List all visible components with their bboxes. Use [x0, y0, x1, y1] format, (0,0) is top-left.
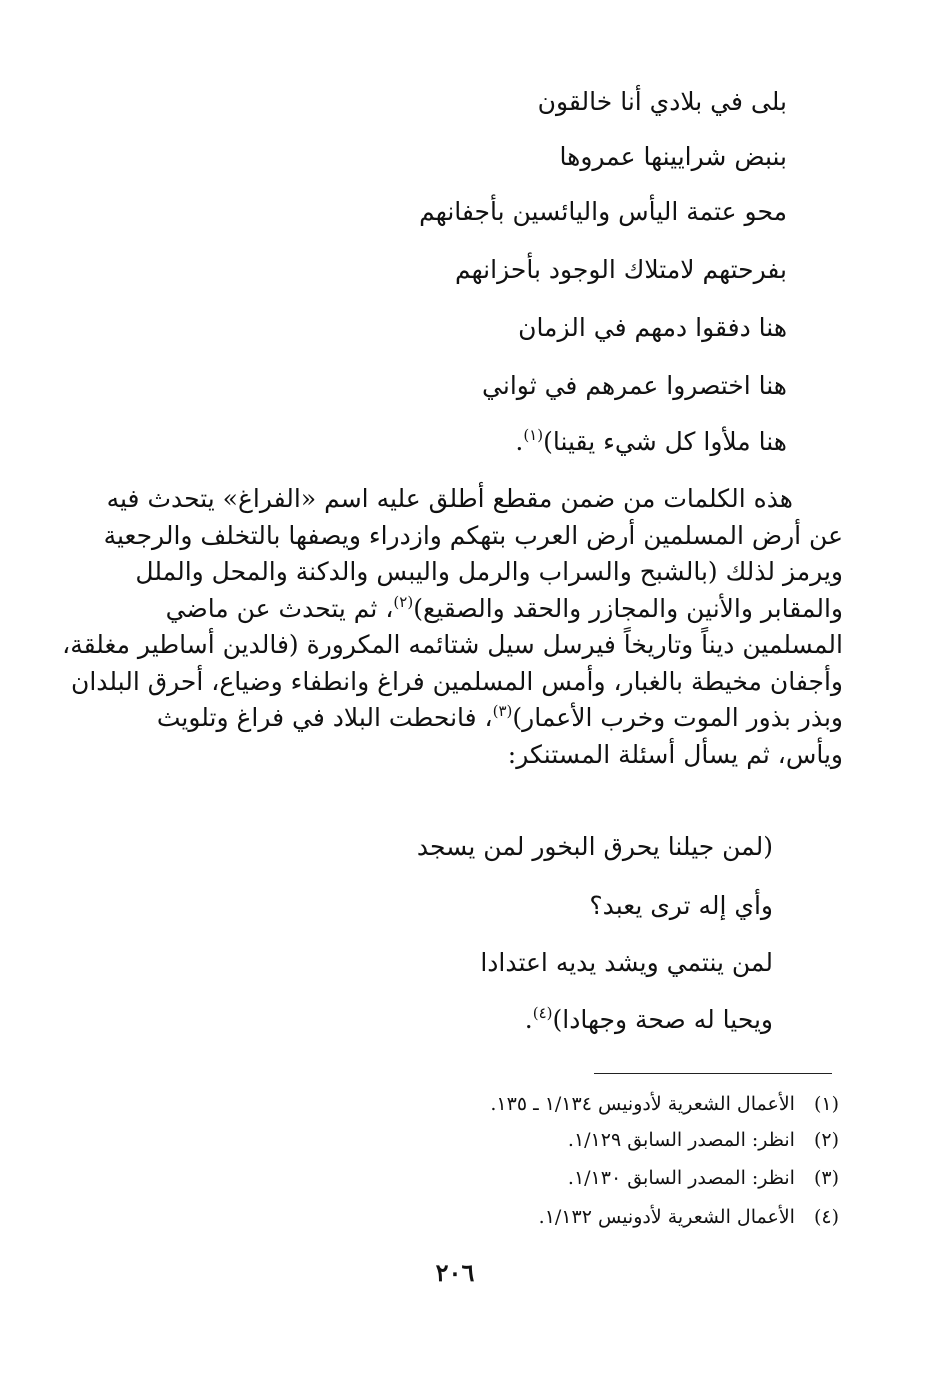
poem2-line-3: لمن ينتمي ويشد يديه اعتدادا	[480, 948, 773, 977]
poem2-line-1: (لمن جيلنا يحرق البخور لمن يسجد	[416, 832, 773, 861]
body-paragraph	[62, 481, 843, 773]
poem2-line-4-text: ويحيا له صحة وجهادا)	[552, 1005, 773, 1034]
poem-line-1: بلى في بلادي أنا خالقون	[537, 87, 787, 116]
paragraph-line-3: ويرمز لذلك (بالشبح والسراب والرمل واليبس والدكنة والمحل والملل	[135, 557, 843, 586]
poem2-line-4-end: .	[524, 1005, 533, 1034]
paragraph-line-7	[96, 700, 843, 737]
footnote-4-text: الأعمال الشعرية لأدونيس ١/١٣٢.	[538, 1206, 795, 1228]
footnote-4-number: (٤)	[813, 1206, 839, 1228]
footnote-3-number: (٣)	[813, 1167, 839, 1189]
footnote-ref-4: (٤)	[532, 1004, 553, 1022]
poem-line-4: بفرحتهم لامتلاك الوجود بأحزانهم	[455, 255, 787, 284]
poem-line-2: بنبض شرايينها عمروها	[559, 142, 787, 171]
paragraph-line-1: هذه الكلمات من ضمن مقطع أطلق عليه اسم «الفراغ» يتحدث فيه	[106, 484, 793, 513]
footnote-1-text: الأعمال الشعرية لأدونيس ١/١٣٤ ـ ١٣٥.	[490, 1093, 795, 1115]
footnote-separator	[594, 1073, 832, 1074]
footnote-3-text: انظر: المصدر السابق ١/١٣٠.	[567, 1167, 795, 1189]
paragraph-line-6: وأجفان مخيطة بالغبار، وأمس المسلمين فراغ وانطفاء وضياع، أحرق البلدان	[70, 666, 843, 696]
poem-line-7	[515, 425, 787, 459]
paragraph-line-7b: ، فانحطت البلاد في فراغ وتلويث	[156, 703, 493, 732]
footnote-3	[568, 1165, 839, 1191]
paragraph-line-7a: وبذر بذور الموت وخرب الأعمار)	[512, 703, 843, 732]
poem-line-6: هنا اختصروا عمرهم في ثواني	[482, 371, 787, 400]
footnote-2	[568, 1127, 839, 1153]
paragraph-line-4b: ، ثم يتحدث عن ماضي	[165, 593, 394, 623]
poem-line-7-text: هنا ملأوا كل شيء يقينا)	[543, 427, 787, 456]
footnote-2-number: (٢)	[813, 1129, 839, 1151]
footnote-2-text: انظر: المصدر السابق ١/١٢٩.	[567, 1129, 795, 1151]
paragraph-line-2: عن أرض المسلمين أرض العرب بتهكم وازدراء ويصفها بالتخلف والرجعية	[103, 520, 843, 550]
footnote-ref-1: (١)	[523, 426, 544, 444]
poem-line-7-end: .	[515, 427, 524, 456]
footnote-1	[490, 1091, 839, 1117]
poem-line-3: محو عتمة اليأس واليائسين بأجفانهم	[419, 197, 787, 226]
paragraph-line-5: المسلمين ديناً وتاريخاً فيرسل سيل شتائمه المكرورة (فالدين أساطير مغلقة،	[62, 630, 843, 659]
page-number: ٢٠٦	[435, 1258, 475, 1287]
poem-line-5: هنا دفقوا دمهم في الزمان	[518, 313, 787, 342]
paragraph-line-4	[96, 591, 843, 628]
footnote-4	[539, 1204, 839, 1230]
footnote-1-number: (١)	[813, 1093, 839, 1115]
poem2-line-2: وأي إله ترى يعبد؟	[589, 891, 773, 920]
paragraph-line-8: ويأس، ثم يسأل أسئلة المستنكر:	[507, 739, 843, 769]
footnote-ref-3: (٣)	[492, 702, 513, 720]
poem2-line-4	[525, 1003, 773, 1037]
paragraph-line-4a: والمقابر والأنين والمجازر والحقد والصقيع)	[413, 593, 843, 623]
footnote-ref-2: (٢)	[393, 592, 414, 611]
